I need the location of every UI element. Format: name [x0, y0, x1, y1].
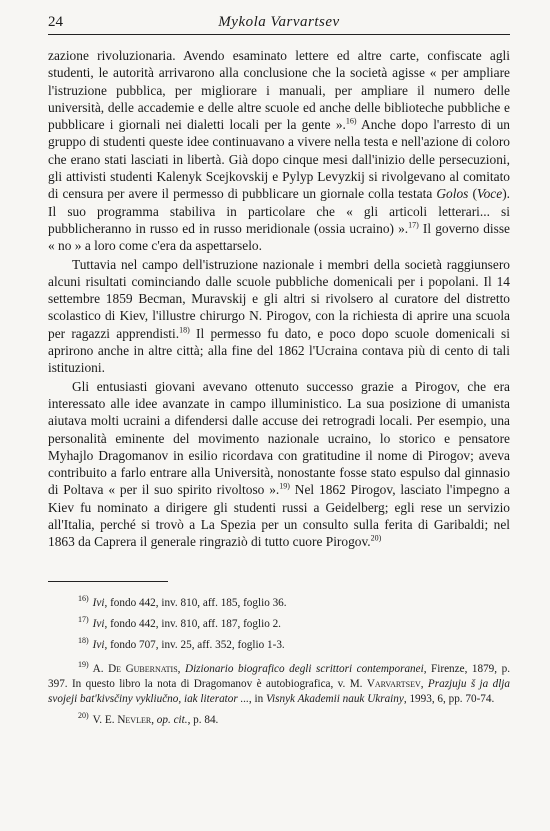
text-run: zazione rivoluzionaria. Avendo esaminato lettere ed altre carte, confiscate agli studenti, le autorità arrivarono alla conclusione che la società agisse « per ampliare l'istruzione pubblica, per migliorare i manuali, per ampliare il numero delle università, delle accademie e delle altre scuole ed anche delle biblioteche pubbliche e pubblicare i giornali nei dialetti locali per la gente ». [48, 48, 510, 133]
text-run: , in [248, 692, 267, 705]
page [48, 14, 510, 728]
footnote-reference: 16) [345, 116, 357, 126]
footnote-number: 16) [78, 593, 89, 603]
italic-text: Dizionario biografico degli scrittori contemporanei [184, 662, 424, 675]
text-run: ). Il suo programma stabiliva in particolare che « gli articoli letterari... si pubblicheranno in russo ed in russo meridionale (ossia ucraino) ». [48, 186, 510, 236]
footnote-reference: 20) [370, 533, 382, 543]
author-name: Nevler [117, 713, 152, 726]
footnote [48, 614, 510, 632]
paragraph [48, 256, 510, 377]
text-run: , [177, 662, 185, 675]
text-run: Il governo disse « no » a loro come c'era da aspettarselo. [48, 220, 510, 254]
running-head: Mykola Varvartsev [218, 14, 340, 30]
italic-text: Ivi [92, 617, 105, 630]
text-run: , [420, 677, 428, 690]
italic-text: Voce [476, 186, 503, 202]
page-header [48, 14, 510, 35]
footnote-list [48, 593, 511, 728]
footnote-number: 18) [78, 635, 89, 645]
italic-text: Prazjuju š ja dlja svojeji bat'kivsčiny vykliučno, iak literator ... [48, 677, 511, 705]
footnote [48, 635, 510, 653]
footnote [48, 659, 511, 707]
text-run: , fondo 442, inv. 810, aff. 185, foglio 36. [104, 596, 287, 609]
footnote-reference: 17) [408, 220, 419, 230]
footnote [48, 710, 510, 728]
text-run: , p. 84. [187, 713, 219, 726]
footnote [48, 593, 510, 611]
text-run: , fondo 707, inv. 25, aff. 352, foglio 1-3. [104, 638, 285, 651]
body-text [48, 47, 510, 551]
text-run: Il permesso fu dato, e poco dopo scuole domenicali si aprirono anche in altre città; alla fine del 1862 l'Ucraina contava più di cento di tali istituzioni. [48, 325, 510, 376]
footnote-number: 20) [78, 710, 89, 720]
italic-text: op. cit. [156, 713, 188, 726]
text-run: ( [468, 186, 477, 202]
paragraph [48, 378, 510, 551]
footnote-reference: 18) [179, 325, 190, 335]
text-run: , Firenze, 1879, p. 397. In questo libro la nota di Dragomanov è autobiografica, v. M. [48, 662, 510, 690]
paragraph [48, 47, 510, 255]
text-run: , [151, 713, 157, 726]
text-run: Tuttavia nel campo dell'istruzione nazionale i membri della società raggiunsero alcuni risultati cominciando dalle scuole pubbliche domenicali per i popolani. Il 14 settembre 1859 Becman, Muravskij e gli altri si rivolsero al curatore del distretto scolastico di Kiev, l'illustre chirurgo N. Pirogov, con la richiesta di aprire una scuola per ragazzi apprendisti. [48, 256, 510, 341]
text-run: A. [92, 662, 109, 675]
page-number: 24 [48, 14, 63, 30]
italic-text: Visnyk Akademii nauk Ukrainy [266, 692, 404, 705]
italic-text: Ivi [92, 638, 105, 651]
footnote-reference: 19) [279, 481, 290, 491]
italic-text: Ivi [92, 596, 105, 609]
footnote-number: 19) [78, 659, 89, 669]
footnote-number: 17) [78, 614, 89, 624]
text-run: Anche dopo l'arresto di un gruppo di studenti queste idee continuavano a vivere nella testa e nell'azione di coloro che erano stati lasciati in libertà. Già dopo cinque mesi dall'inizio delle persecuzioni, gli attivisti studenti Kalenyk Scejkovskij e Pylyp Levyzkij si rivolgevano al comitato di censura per avere il permesso di pubblicare un giornale colla testata [48, 117, 510, 202]
text-run: Nel 1862 Pirogov, lasciato l'impegno a Kiev fu nominato a dirigere gli studenti russi a Geidelberg; egli rese un servizio all'Italia, perché si trovò a La Spezia per un consulto sulla ferita di Garibaldi; nel 1863 da Caprera il generale ringraziò di tutto cuore Pirogov. [48, 482, 510, 550]
text-run: V. E. [92, 713, 118, 726]
author-name: Varvartsev [366, 677, 421, 690]
text-run: Gli entusiasti giovani avevano ottenuto successo grazie a Pirogov, che era interessato alle idee avanzate in campo illuministico. La sua posizione di umanista aiutava molti ucraini a difendersi dalle accuse dei retrogradi locali. Per esempio, una personalità eminente del movimento nazionale ucraino, lo storico e pensatore Myhajlo Dragomanov in esilio ricordava con gratitudine il nome di Pirogov; aveva contribuito a farlo entrare alla Università, nonostante fosse stato espulso dal ginnasio di Poltava « per il suo spirito rivoltoso ». [48, 378, 510, 498]
italic-text: Golos [436, 186, 469, 202]
author-name: De Gubernatis [108, 662, 178, 675]
text-run: , 1993, 6, pp. 70-74. [403, 692, 495, 705]
text-run: , fondo 442, inv. 810, aff. 187, foglio 2. [104, 617, 281, 630]
footnote-rule [48, 581, 168, 582]
footnotes [48, 581, 510, 728]
